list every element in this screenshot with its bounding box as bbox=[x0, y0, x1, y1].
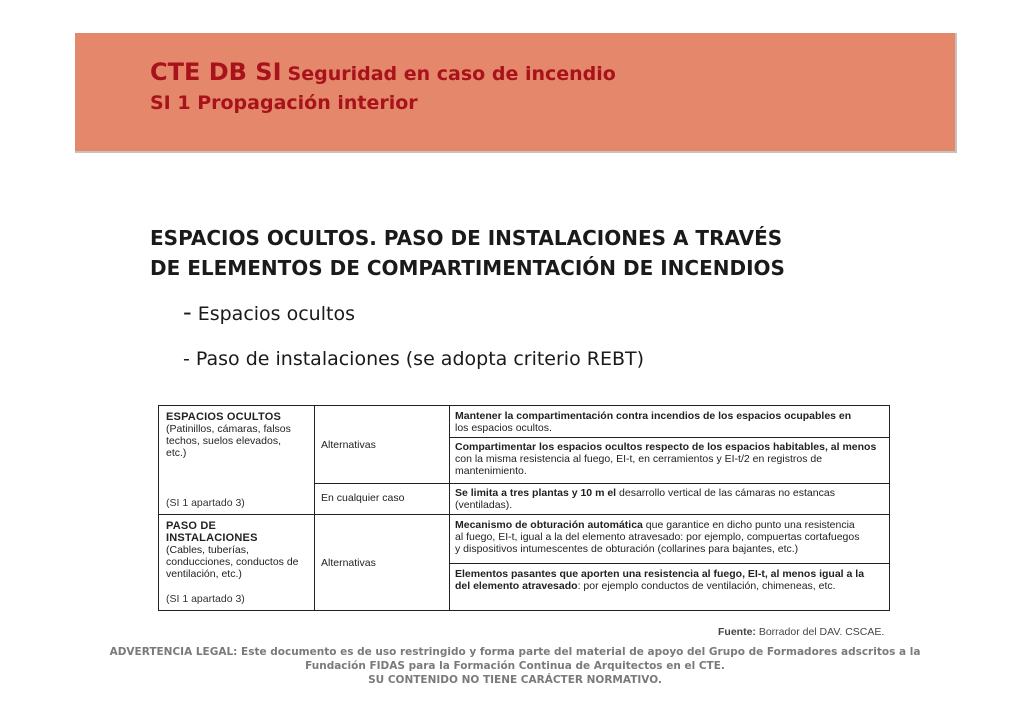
criterion-text: : por ejemplo conductos de ventilación, chimeneas, etc. bbox=[577, 580, 836, 592]
row-title: INSTALACIONES bbox=[166, 532, 258, 544]
table-row bbox=[166, 411, 312, 459]
row-description: etc.) bbox=[166, 447, 187, 459]
criterion-text: al fuego, EI-t, igual a la del elemento atravesado: por ejemplo, compuertas cortafuegos bbox=[455, 531, 860, 543]
table-divider bbox=[449, 437, 889, 438]
criterion-heading: Se limita a tres plantas y 10 m el bbox=[455, 487, 617, 499]
criterion-text: que garantice en dicho punto una resistencia bbox=[645, 519, 855, 531]
criterion-cell bbox=[455, 487, 887, 511]
criterion-heading: Elementos pasantes que aporten una resistencia al fuego, EI-t, al menos igual a la bbox=[455, 568, 865, 580]
bullet-text: Espacios ocultos bbox=[197, 303, 355, 325]
row-description: ventilación, etc.) bbox=[166, 568, 242, 580]
source-label: Fuente: bbox=[718, 626, 756, 638]
section-title bbox=[150, 223, 910, 283]
row-description: techos, suelos elevados, bbox=[166, 435, 281, 447]
bullet-espacios-ocultos bbox=[183, 298, 355, 326]
header-title-line bbox=[150, 58, 616, 86]
criterion-text: mantenimiento. bbox=[455, 465, 527, 477]
row-title: ESPACIOS OCULTOS bbox=[166, 411, 282, 423]
legal-line-3: SU CONTENIDO NO TIENE CARÁCTER NORMATIVO. bbox=[368, 674, 662, 686]
alternatives-label: Alternativas bbox=[321, 557, 376, 569]
criterion-cell bbox=[455, 568, 887, 592]
row-description: conducciones, conductos de bbox=[166, 556, 299, 568]
source-note bbox=[718, 626, 884, 638]
criterion-text: los espacios ocultos. bbox=[455, 422, 552, 434]
row-title: PASO DE bbox=[166, 520, 217, 532]
document-title: Seguridad en caso de incendio bbox=[287, 63, 616, 85]
bullet-dash: - bbox=[183, 348, 190, 370]
criteria-table bbox=[158, 405, 890, 611]
row-description: (Patinillos, cámaras, falsos bbox=[166, 423, 291, 435]
section-title-line-2: DE ELEMENTOS DE COMPARTIMENTACIÓN DE INCENDIOS bbox=[150, 256, 785, 280]
criterion-heading: Compartimentar los espacios ocultos respecto de los espacios habitables, al menos bbox=[455, 441, 877, 453]
criterion-cell bbox=[455, 410, 887, 434]
legal-line-1: ADVERTENCIA LEGAL: Este documento es de uso restringido y forma parte del material de apoyo del Grupo de Formadores adscritos a la bbox=[109, 646, 921, 658]
criterion-heading: del elemento atravesado bbox=[455, 580, 578, 592]
source-text: Borrador del DAV. CSCAE. bbox=[758, 626, 885, 638]
row-reference: (SI 1 apartado 3) bbox=[166, 593, 245, 605]
document-code: CTE DB SI bbox=[150, 58, 282, 86]
table-row bbox=[166, 520, 312, 580]
row-reference: (SI 1 apartado 3) bbox=[166, 497, 245, 509]
criterion-text: con la misma resistencia al fuego, EI-t, en cerramientos y EI-t/2 en registros de bbox=[455, 453, 823, 465]
bullet-paso-instalaciones bbox=[183, 348, 644, 370]
criterion-text: y dispositivos intumescentes de obturación (collarines para bajantes, etc.) bbox=[455, 543, 799, 555]
document-subtitle: SI 1 Propagación interior bbox=[150, 92, 418, 114]
table-divider bbox=[449, 563, 889, 564]
table-divider bbox=[159, 514, 889, 515]
bullet-dash: - bbox=[183, 298, 192, 326]
any-case-label: En cualquier caso bbox=[321, 492, 405, 504]
criterion-heading: Mecanismo de obturación automática bbox=[455, 519, 643, 531]
alternatives-label: Alternativas bbox=[321, 439, 376, 451]
criterion-text: desarrollo vertical de las cámaras no estancas bbox=[619, 487, 835, 499]
criterion-cell bbox=[455, 441, 887, 477]
legal-line-2: Fundación FIDAS para la Formación Continua de Arquitectos en el CTE. bbox=[305, 660, 725, 672]
section-title-line-1: ESPACIOS OCULTOS. PASO DE INSTALACIONES A TRAVÉS bbox=[150, 226, 783, 250]
criterion-cell bbox=[455, 519, 887, 555]
table-divider bbox=[314, 483, 889, 484]
legal-notice bbox=[0, 645, 1030, 687]
bullet-text: Paso de instalaciones (se adopta criterio REBT) bbox=[195, 348, 645, 370]
table-divider bbox=[314, 406, 315, 610]
row-description: (Cables, tuberías, bbox=[166, 544, 249, 556]
criterion-heading: Mantener la compartimentación contra incendios de los espacios ocupables en bbox=[455, 410, 852, 422]
criterion-text: (ventiladas). bbox=[455, 499, 513, 511]
